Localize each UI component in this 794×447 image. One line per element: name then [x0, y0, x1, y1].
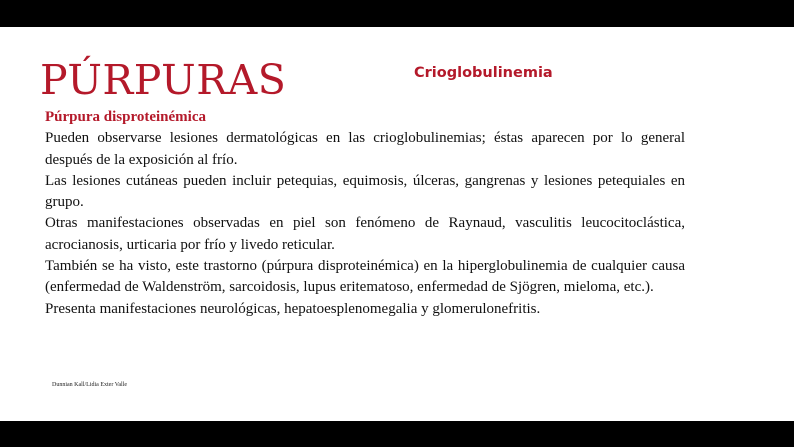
bottom-letterbox-bar: [0, 421, 794, 447]
paragraph-1: Pueden observarse lesiones dermatológicas en las crioglobulinemias; éstas aparecen por lo general después de la exposición al frío.: [45, 130, 685, 168]
top-letterbox-bar: [0, 0, 794, 27]
paragraph-3: Otras manifestaciones observadas en piel son fenómeno de Raynaud, vasculitis leucocitoclástica, acrocianosis, urticaria por frío y livedo reticular.: [45, 215, 685, 253]
slide-body: [45, 107, 685, 320]
paragraph-2: Las lesiones cutáneas pueden incluir petequias, equimosis, úlceras, gangrenas y lesiones petequiales en grupo.: [45, 172, 685, 211]
paragraph-5: Presenta manifestaciones neurológicas, hepatoesplenomegalia y glomerulonefritis.: [45, 300, 541, 317]
slide: [0, 27, 794, 421]
paragraph-4: También se ha visto, este trastorno (púrpura disproteinémica) en la hiperglobulinemia de cualquier causa (enfermedad de Waldenström, sarcoidosis, lupus eritematoso, enfermedad de Sjögren, mieloma, etc.).: [45, 258, 685, 296]
slide-title: PÚRPURAS: [40, 56, 287, 104]
slide-subtitle: Crioglobulinemia: [414, 65, 553, 81]
footer-credit: Dunnian Kall/Lidia Exter Valle: [52, 382, 128, 388]
section-heading: Púrpura disproteinémica: [45, 109, 206, 125]
